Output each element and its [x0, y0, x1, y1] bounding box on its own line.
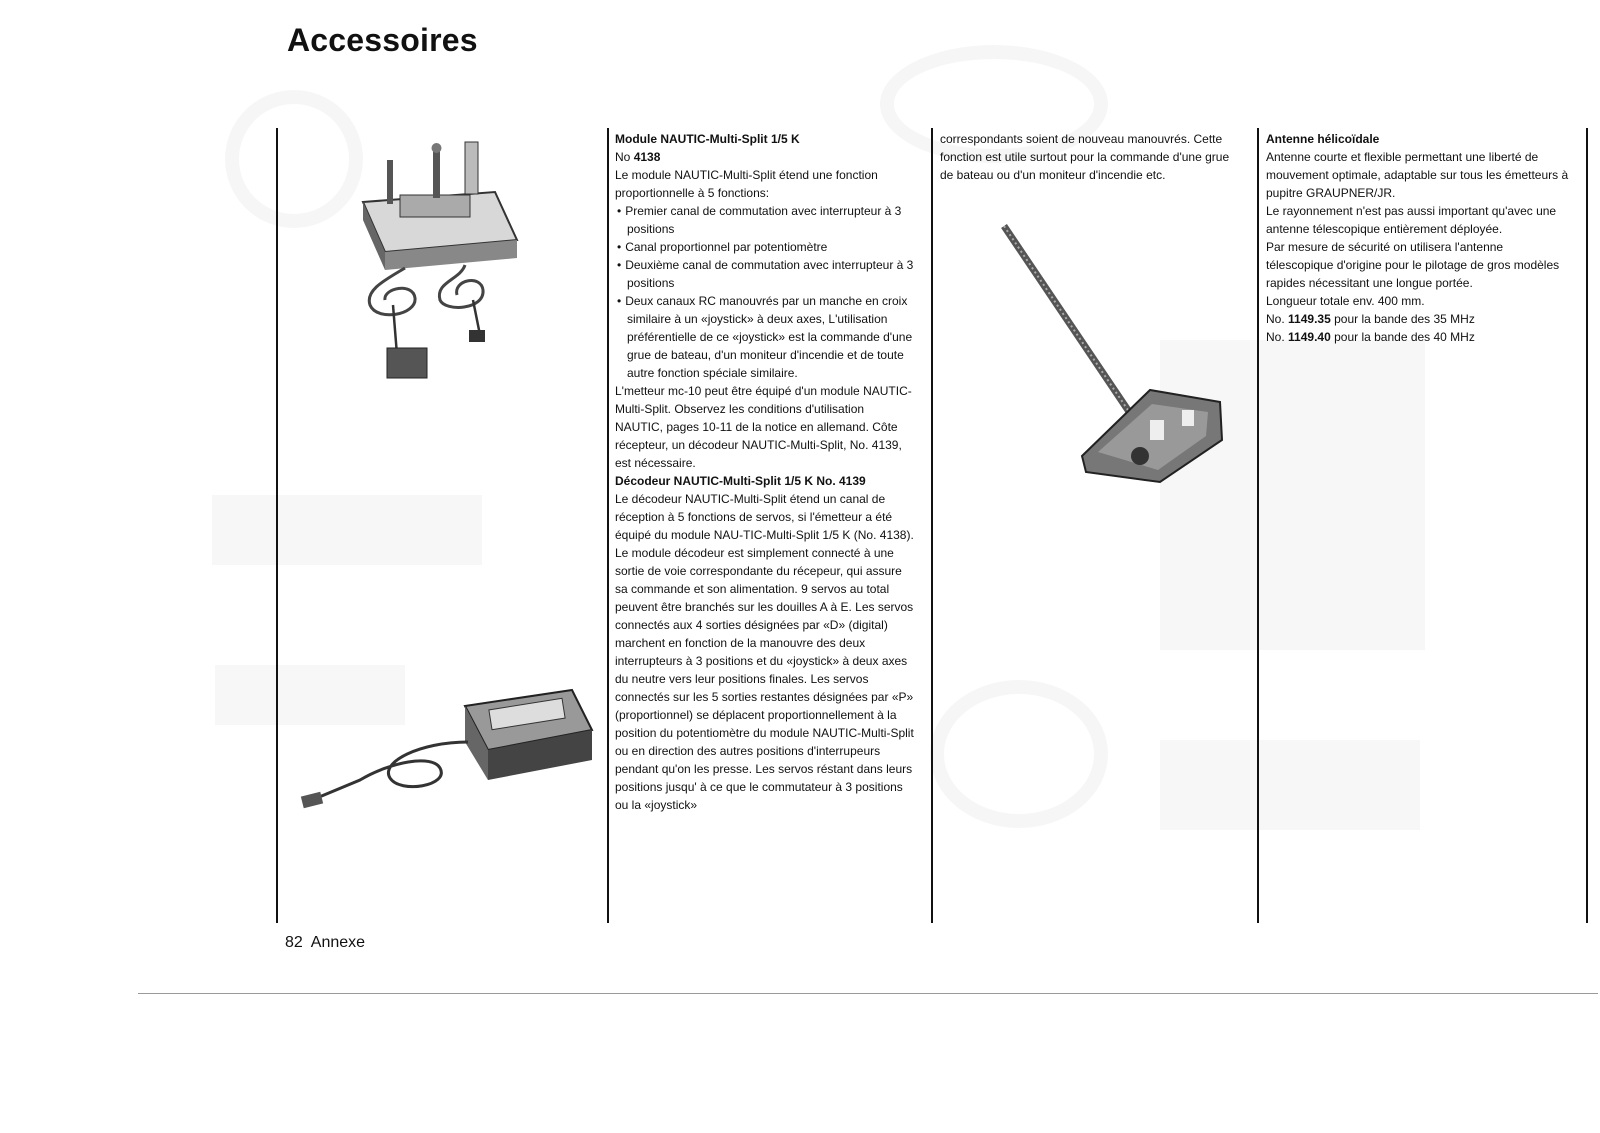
decoder-text: Le décodeur NAUTIC-Multi-Split étend un canal de réception à 5 fonctions de servos, si l'émetteur a été équipé du module NAU-TIC-Multi-Split 1/5 K (No. 4138). Le module décodeur est simplement connecté à une sortie de voie correspondante du récepeur, qui assure sa commande et son alimentation. 9 servos au total peuvent être branchés sur les douilles A à E. Les servos connectés aux 4 sorties désignées par «D» (digital) marchent en fonction de la manouvre des deux interrupteurs à 3 positions et du «joystick» à deux axes du neutre vers leur positions finales. Les servos connectés sur les 5 sorties restantes désignées par «P» (proportionnel) se déplacent proportionnellement à la position du potentiomètre du module NAUTIC-Multi-Split ou en direction des autres positions d'interrupeurs pendant qu'on les presse. Les servos réstant dans leurs positions jusqu' à ce que le commutateur à 3 positions ou la «joystick» [615, 492, 914, 812]
section-name: Annexe [310, 934, 366, 951]
column-rule [1257, 128, 1259, 923]
antenna-paragraph: Par mesure de sécurité on utilisera l'antenne télescopique d'origine pour le pilotage de gros modèles rapides nécessitant une longue portée. [1266, 240, 1560, 290]
order-number-35 [1266, 310, 1569, 328]
decoder-photo [300, 682, 600, 817]
bleed-through-ring [225, 90, 363, 228]
order-value: 1149.35 [1288, 312, 1331, 326]
order-suffix: pour la bande des 35 MHz [1334, 312, 1475, 326]
bleed-through-block [212, 495, 482, 565]
order-suffix: pour la bande des 40 MHz [1334, 330, 1475, 344]
list-item: • Canal proportionnel par potentiomètre [615, 238, 915, 256]
module-paragraph: L'metteur mc-10 peut être équipé d'un module NAUTIC-Multi-Split. Observez les conditions d'utilisation NAUTIC, pages 10-11 de la notice en allemand. Côte récepteur, un décodeur NAUTIC-Multi-Split, No. 4139, est nécessaire. [615, 384, 912, 470]
antenna-length: Longueur totale env. 400 mm. [1266, 294, 1425, 308]
number-value: 4138 [633, 150, 661, 164]
antenna-heading: Antenne hélicoïdale [1266, 132, 1380, 146]
function-list [615, 202, 915, 382]
order-number-40 [1266, 328, 1569, 346]
page-number: 82 [285, 934, 303, 951]
list-item: • Deuxième canal de commutation avec interrupteur à 3 positions [615, 256, 915, 292]
decoder-heading: Décodeur NAUTIC-Multi-Split 1/5 K No. 4139 [615, 474, 866, 488]
column-antenna-text [1266, 130, 1569, 346]
module-intro: Le module NAUTIC-Multi-Split étend une fonction proportionnelle à 5 fonctions: [615, 168, 878, 200]
number-prefix: No [615, 150, 631, 164]
order-prefix: No. [1266, 312, 1285, 326]
page-title: Accessoires [287, 22, 478, 58]
column-rule-left [276, 128, 278, 923]
list-item: • Premier canal de commutation avec interrupteur à 3 positions [615, 202, 915, 238]
antenna-photo [990, 220, 1250, 485]
column-rule [931, 128, 933, 923]
module-heading: Module NAUTIC-Multi-Split 1/5 K [615, 132, 800, 146]
column-rule [607, 128, 609, 923]
bleed-through-block [1160, 740, 1420, 830]
column-rule-right [1586, 128, 1588, 923]
order-prefix: No. [1266, 330, 1285, 344]
order-value: 1149.40 [1288, 330, 1331, 344]
antenna-paragraph: Antenne courte et flexible permettant une liberté de mouvement optimale, adaptable sur tous les émetteurs à pupitre GRAUPNER/JR. [1266, 150, 1569, 200]
module-number [615, 148, 915, 166]
page-footer [285, 934, 373, 952]
page-bottom-edge [138, 993, 1598, 994]
module-photo [345, 140, 520, 400]
column-module-text [615, 130, 915, 814]
column-continuation-text [940, 130, 1240, 184]
antenna-paragraph: Le rayonnement n'est pas aussi important qu'avec une antenne télescopique entièrement déployée. [1266, 204, 1557, 236]
list-item: • Deux canaux RC manouvrés par un manche en croix similaire à un «joystick» à deux axes, L'utilisation préférentielle de ce «joystick» est la commande d'une grue de bateau, d'un moniteur d'incendie et de toute autre fonction spéciale similaire. [615, 292, 915, 382]
bleed-through-ring [930, 680, 1108, 828]
continuation-paragraph: correspondants soient de nouveau manouvrés. Cette fonction est utile surtout pour la commande d'une grue de bateau ou d'un moniteur d'incendie etc. [940, 132, 1230, 182]
